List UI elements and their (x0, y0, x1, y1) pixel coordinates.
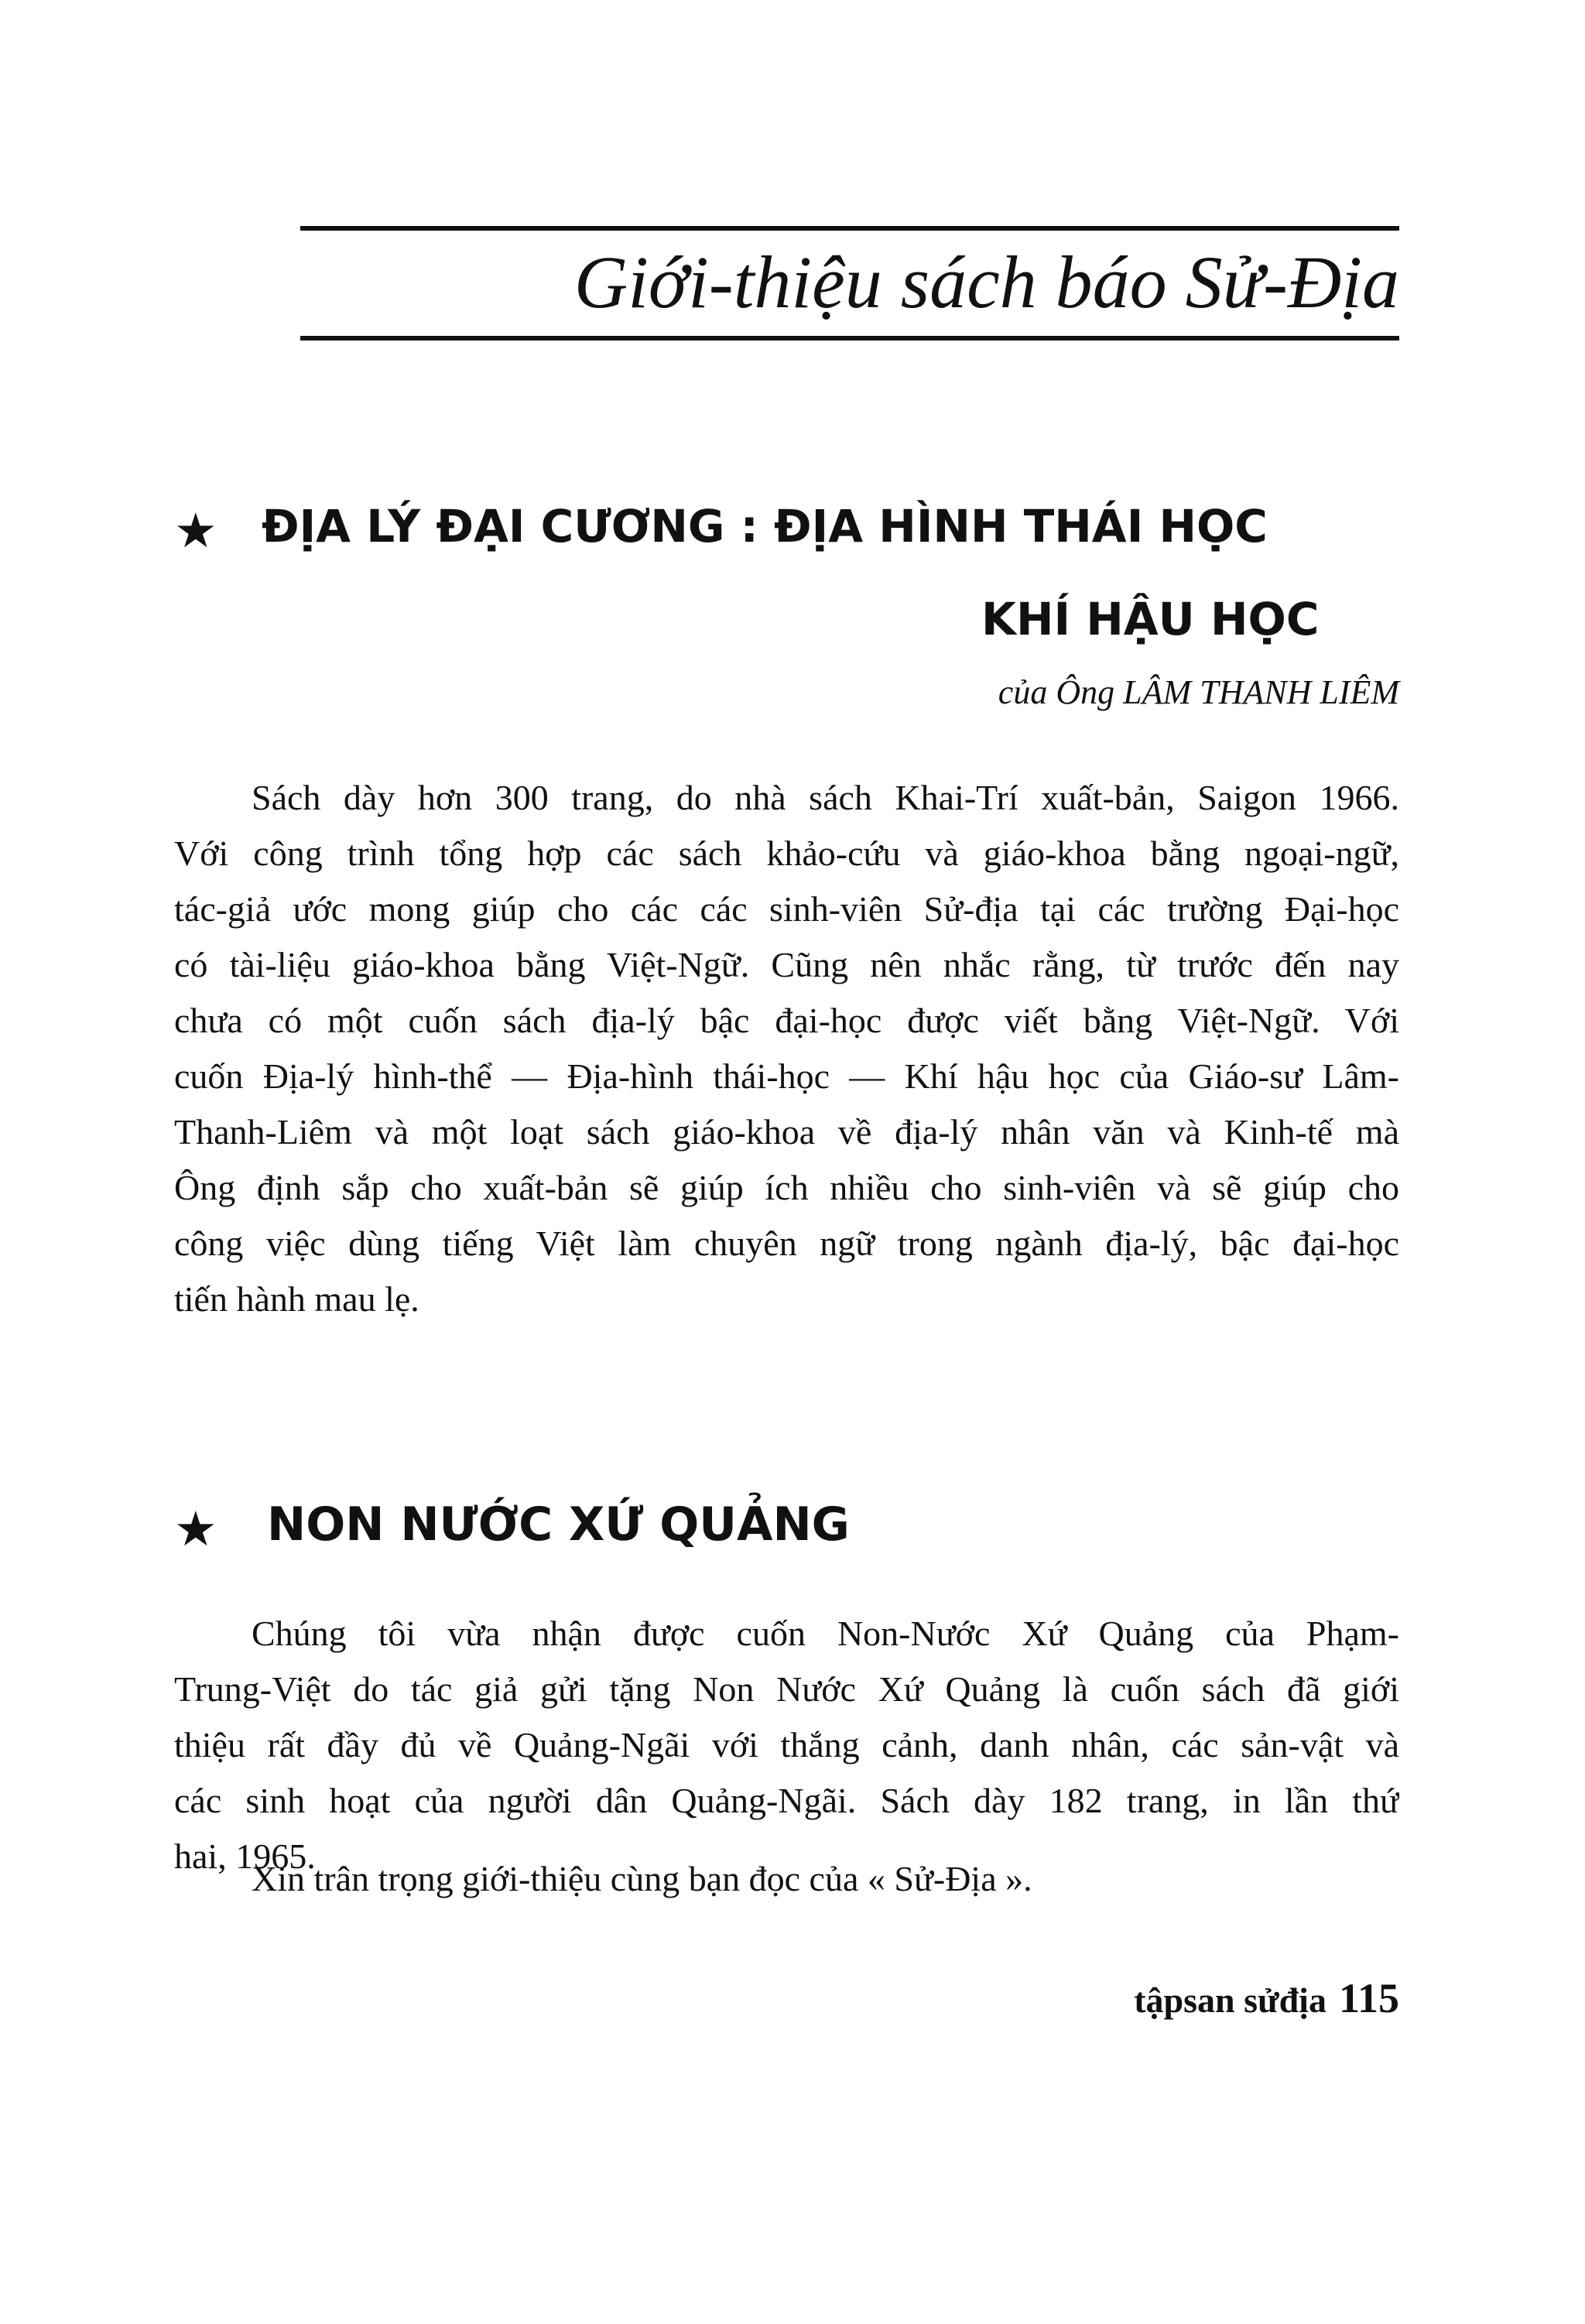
body-line: Sách dày hơn 300 trang, do nhà sách Khai-Trí xuất-bản, Saigon 1966. (252, 778, 1399, 817)
header-rule-bottom (300, 336, 1399, 341)
page-title: Giới-thiệu sách báo Sử-Địa (573, 241, 1399, 323)
body-line: công việc dùng tiếng Việt làm chuyên ngữ trong ngành địa-lý, bậc đại-học (174, 1224, 1399, 1263)
body-line: Chúng tôi vừa nhận được cuốn Non-Nước Xứ Quảng của Phạm- (252, 1614, 1399, 1653)
body-line: có tài-liệu giáo-khoa bằng Việt-Ngữ. Cũng nên nhắc rằng, từ trước đến nay (174, 945, 1399, 984)
body-line: Ông định sắp cho xuất-bản sẽ giúp ích nhiều cho sinh-viên và sẽ giúp cho (174, 1168, 1399, 1207)
closing-line: Xin trân trọng giới-thiệu cùng bạn đọc của « Sử-Địa ». (252, 1859, 1032, 1898)
page-number: 115 (1338, 1975, 1399, 2021)
body-line: tiến hành mau lẹ. (174, 1279, 419, 1319)
star-icon: ★ (174, 1501, 217, 1557)
page-footer (1134, 1975, 1399, 2024)
book2-body (174, 1606, 1399, 1884)
book1-title-line1: ĐỊA LÝ ĐẠI CƯƠNG : ĐỊA HÌNH THÁI HỌC (262, 500, 1268, 553)
book1-author: của Ông LÂM THANH LIÊM (998, 673, 1399, 711)
body-line: Với công trình tổng hợp các sách khảo-cứu và giáo-khoa bằng ngoại-ngữ, (174, 833, 1399, 873)
body-line: Thanh-Liêm và một loạt sách giáo-khoa về địa-lý nhân văn và Kinh-tế mà (174, 1112, 1399, 1152)
star-icon: ★ (174, 502, 217, 559)
body-line: hai, 1965. (174, 1836, 316, 1876)
book2-title: NON NƯỚC XỨ QUẢNG (267, 1497, 850, 1552)
body-line: thiệu rất đầy đủ về Quảng-Ngãi với thắng cảnh, danh nhân, các sản-vật và (174, 1725, 1399, 1764)
body-line: Trung-Việt do tác giả gửi tặng Non Nước Xứ Quảng là cuốn sách đã giới (174, 1669, 1399, 1709)
book1-body (174, 770, 1399, 1327)
body-line: tác-giả ước mong giúp cho các các sinh-viên Sử-địa tại các trường Đại-học (174, 889, 1399, 929)
body-line: chưa có một cuốn sách địa-lý bậc đại-học được viết bằng Việt-Ngữ. Với (174, 1001, 1399, 1040)
publication-name: tậpsan sửđịa (1134, 1980, 1327, 2020)
body-line: các sinh hoạt của người dân Quảng-Ngãi. Sách dày 182 trang, in lần thứ (174, 1781, 1399, 1820)
book1-title-line2: KHÍ HẬU HỌC (981, 593, 1320, 645)
body-line: cuốn Địa-lý hình-thể — Địa-hình thái-học — Khí hậu học của Giáo-sư Lâm- (174, 1056, 1399, 1096)
header-rule-top (300, 226, 1399, 231)
